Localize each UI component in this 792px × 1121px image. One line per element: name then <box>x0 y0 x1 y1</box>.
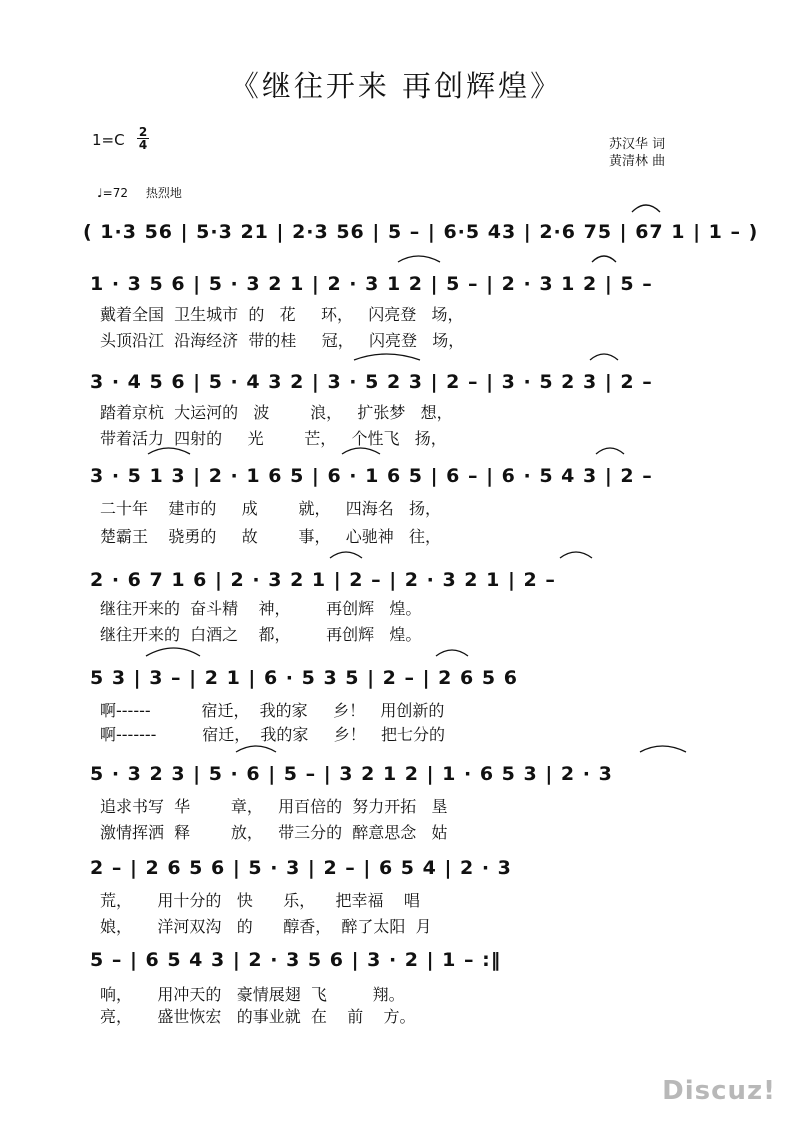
slur-mark <box>640 746 686 752</box>
lyric-verse-2: 啊------- 宿迁， 我的家 乡！ 把七分的 <box>100 725 446 744</box>
slur-mark <box>436 650 468 656</box>
system-3 <box>0 456 792 546</box>
lyric-verse-2: 娘， 洋河双沟 的 醇香， 醉了太阳 月 <box>100 917 432 936</box>
slur-mark <box>632 205 660 212</box>
song-title: 《继往开来 再创辉煌》 <box>229 69 563 103</box>
slur-mark <box>236 746 276 752</box>
system-7 <box>0 848 792 936</box>
lyric-verse-1: 二十年 建市的 成 就， 四海名 扬， <box>100 499 441 518</box>
slur-mark <box>354 354 420 360</box>
intro-system <box>0 212 792 268</box>
lyric-verse-2: 头顶沿江 沿海经济 带的桂 冠， 闪亮登 场， <box>100 331 465 350</box>
slur-mark <box>330 552 362 558</box>
tempo-marking <box>97 184 182 201</box>
lyric-verse-1: 戴着全国 卫生城市 的 花 环， 闪亮登 场， <box>100 305 464 324</box>
system-notes: 3 · 4 5 6 | 5 · 4 3 2 | 3 · 5 2 3 | 2 – | 3 · 5 2 3 | 2 – <box>90 371 653 393</box>
system-6 <box>0 754 792 842</box>
slur-mark <box>590 354 618 360</box>
system-notes: 3 · 5 1 3 | 2 · 1 6 5 | 6 · 1 6 5 | 6 – | 6 · 5 4 3 | 2 – <box>90 465 653 487</box>
lyric-verse-2: 激情挥洒 释 放， 带三分的 醉意思念 姑 <box>100 823 448 842</box>
intro-notes: ( 1·3 56 | 5·3 21 | 2·3 56 | 5 – | 6·5 43 | 2·6 75 | 67 1 | 1 – ) <box>83 221 759 243</box>
system-notes: 5 · 3 2 3 | 5 · 6 | 5 – | 3 2 1 2 | 1 · 6 5 3 | 2 · 3 <box>90 763 613 785</box>
system-notes: 1 · 3 5 6 | 5 · 3 2 1 | 2 · 3 1 2 | 5 – | 2 · 3 1 2 | 5 – <box>90 273 653 295</box>
watermark: Discuz! <box>662 1076 776 1106</box>
slur-mark <box>560 552 592 558</box>
system-4 <box>0 560 792 644</box>
lyric-verse-2: 带着活力 四射的 光 芒， 个性飞 扬， <box>100 429 447 448</box>
system-2 <box>0 362 792 448</box>
system-notes: 2 – | 2 6 5 6 | 5 · 3 | 2 – | 6 5 4 | 2 · 3 <box>90 857 512 879</box>
key-signature: 1=C <box>92 131 125 149</box>
tempo-mark: ♩=72 <box>97 186 128 200</box>
system-notes: 5 3 | 3 – | 2 1 | 6 · 5 3 5 | 2 – | 2 6 5 6 <box>90 667 518 689</box>
time-signature-denominator: 4 <box>138 138 148 152</box>
lyric-verse-2: 楚霸王 骁勇的 故 事， 心驰神 往， <box>100 527 441 546</box>
time-signature <box>137 126 149 151</box>
system-notes: 5 – | 6 5 4 3 | 2 · 3 5 6 | 3 · 2 | 1 – :‖ <box>90 949 502 971</box>
system-1 <box>0 264 792 350</box>
credits <box>609 136 665 170</box>
expression-mark: 热烈地 <box>145 186 182 200</box>
lyric-verse-2: 继往开来的 白酒之 都， 再创辉 煌。 <box>100 625 422 644</box>
system-notes: 2 · 6 7 1 6 | 2 · 3 2 1 | 2 – | 2 · 3 2 1 | 2 – <box>90 569 556 591</box>
lyric-verse-1: 响， 用冲天的 豪情展翅 飞 翔。 <box>100 985 405 1004</box>
lyric-verse-2: 亮， 盛世恢宏 的事业就 在 前 方。 <box>100 1007 416 1026</box>
lyric-verse-1: 继往开来的 奋斗精 神， 再创辉 煌。 <box>100 599 422 618</box>
lyricist-credit: 苏汉华 词 <box>609 137 666 152</box>
lyric-verse-1: 荒， 用十分的 快 乐， 把幸福 唱 <box>100 891 420 910</box>
lyric-verse-1: 踏着京杭 大运河的 波 浪， 扩张梦 想， <box>100 403 453 422</box>
slur-mark <box>146 648 200 656</box>
system-8 <box>0 940 792 1026</box>
system-5 <box>0 658 792 744</box>
time-signature-numerator: 2 <box>138 125 148 139</box>
composer-credit: 黄清林 曲 <box>609 154 666 169</box>
lyric-verse-1: 追求书写 华 章， 用百倍的 努力开拓 垦 <box>100 797 448 816</box>
lyric-verse-1: 啊------ 宿迁， 我的家 乡！ 用创新的 <box>100 701 445 720</box>
